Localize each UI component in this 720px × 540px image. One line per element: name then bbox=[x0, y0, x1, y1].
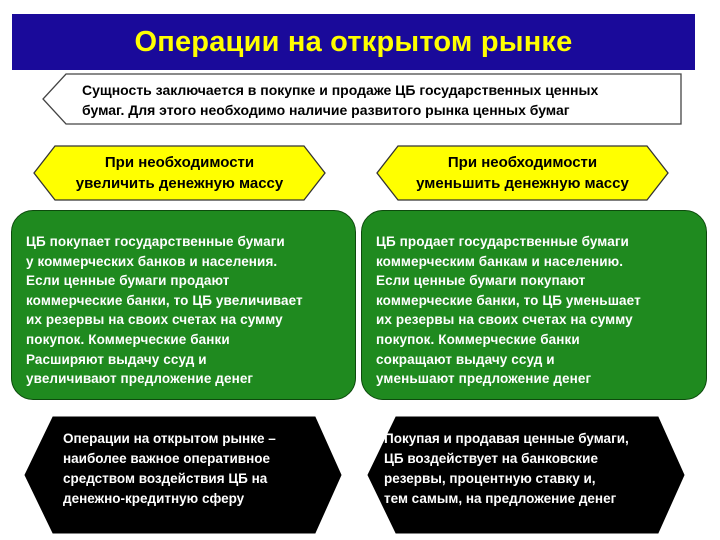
conclusion-left-line-4: денежно-кредитную сферу bbox=[63, 491, 245, 506]
buy-line-2: у коммерческих банков и населения. bbox=[26, 253, 278, 269]
buy-securities-box bbox=[11, 210, 356, 400]
decrease-condition-line-2: уменьшить денежную массу bbox=[416, 175, 629, 192]
sell-line-8: уменьшают предложение денег bbox=[376, 371, 592, 387]
essence-line-2: бумаг. Для этого необходимо наличие развитого рынка ценных бумаг bbox=[82, 102, 570, 118]
sell-line-3: Если ценные бумаги покупают bbox=[376, 273, 586, 289]
sell-line-1: ЦБ продает государственные бумаги bbox=[376, 234, 629, 249]
decrease-condition-text bbox=[376, 152, 669, 194]
conclusion-right-line-3: резервы, процентную ставку и, bbox=[384, 471, 596, 486]
conclusion-left-line-1: Операции на открытом рынке – bbox=[63, 431, 276, 446]
buy-line-5: их резервы на своих счетах на сумму bbox=[26, 312, 283, 328]
title-bar bbox=[12, 14, 695, 70]
sell-line-7: сокращают выдачу ссуд и bbox=[376, 351, 555, 367]
conclusion-right-line-1: Покупая и продавая ценные бумаги, bbox=[384, 431, 629, 446]
sell-line-5: их резервы на своих счетах на сумму bbox=[376, 312, 633, 328]
buy-line-1: ЦБ покупает государственные бумаги bbox=[26, 234, 285, 249]
increase-condition-line-1: При необходимости bbox=[104, 154, 255, 171]
slide-title: Операции на открытом рынке bbox=[134, 25, 573, 58]
conclusion-left-line-3: средством воздействия ЦБ на bbox=[63, 471, 268, 486]
essence-line-1: Сущность заключается в покупке и продаже ЦБ государственных ценных bbox=[82, 82, 599, 98]
sell-line-2: коммерческим банкам и населению. bbox=[376, 253, 624, 269]
conclusion-right-line-4: тем самым, на предложение денег bbox=[384, 491, 617, 506]
increase-condition-text bbox=[33, 152, 326, 194]
increase-condition-line-2: увеличить денежную массу bbox=[75, 175, 284, 192]
conclusion-right-line-2: ЦБ воздействует на банковские bbox=[384, 451, 598, 466]
buy-line-6: покупок. Коммерческие банки bbox=[26, 331, 230, 347]
sell-line-6: покупок. Коммерческие банки bbox=[376, 331, 580, 347]
buy-line-4: коммерческие банки, то ЦБ увеличивает bbox=[26, 292, 303, 308]
sell-securities-box bbox=[361, 210, 707, 400]
essence-text bbox=[82, 80, 682, 120]
conclusion-left-text bbox=[63, 429, 276, 509]
buy-line-3: Если ценные бумаги продают bbox=[26, 273, 230, 289]
buy-line-7: Расширяют выдачу ссуд и bbox=[26, 351, 207, 367]
buy-line-8: увеличивают предложение денег bbox=[26, 371, 254, 387]
decrease-condition-line-1: При необходимости bbox=[447, 154, 598, 171]
sell-line-4: коммерческие банки, то ЦБ уменьшает bbox=[376, 292, 641, 308]
conclusion-right-text bbox=[384, 429, 629, 509]
conclusion-left-line-2: наиболее важное оперативное bbox=[63, 451, 271, 466]
